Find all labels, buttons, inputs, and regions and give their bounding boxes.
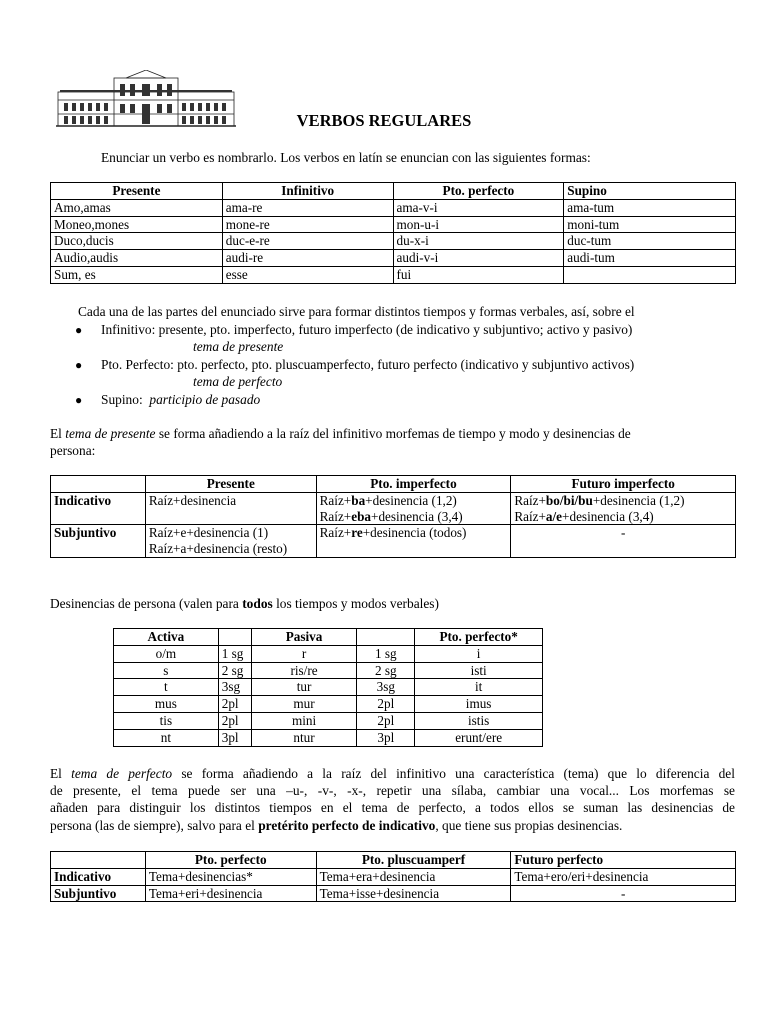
table-cell: Duco,ducis	[51, 233, 223, 250]
bullet-icon: ●	[75, 393, 83, 407]
table-cell: duc-e-re	[222, 233, 393, 250]
text-bold: pretérito perfecto de indicativo	[258, 818, 436, 833]
tema-presente-paragraph-end: persona:	[50, 443, 96, 458]
table-cell: istis	[415, 712, 543, 729]
text-span: El	[50, 766, 72, 781]
text-em: tema de perfecto	[71, 766, 173, 781]
text-span: El	[50, 426, 66, 441]
table-cell: Moneo,mones	[51, 216, 223, 233]
table-cell: audi-tum	[564, 250, 736, 267]
table-cell: Tema+era+desinencia	[316, 868, 511, 885]
table-cell: 3sg	[218, 679, 251, 696]
table-row	[114, 712, 543, 729]
table-row	[114, 645, 543, 662]
table-cell: 2pl	[218, 696, 251, 713]
table-cell: esse	[222, 266, 393, 283]
text-bold: a/e	[545, 508, 563, 524]
table-row	[51, 233, 736, 250]
table-cell	[316, 525, 511, 558]
desinencias-table	[113, 628, 543, 747]
header-cell: Supino	[564, 183, 736, 200]
table-header-row	[51, 852, 736, 869]
text-bold: eba	[351, 508, 372, 524]
presente-table	[50, 475, 736, 558]
table-cell: tur	[251, 679, 357, 696]
table-cell: du-x-i	[393, 233, 564, 250]
tema-perfecto-line-3: añaden para distinguir los distintos tiempos en el tema de perfecto, a todos ellos se suman las desinencias de	[50, 800, 735, 815]
table-cell: 1 sg	[357, 645, 415, 662]
text-span: se forma añadiendo a la raíz del infinitivo morfemas de tiempo y modo y desinencias de	[155, 426, 631, 441]
table-cell: 3pl	[357, 729, 415, 746]
text-bold: ba	[351, 492, 366, 508]
bullet-supino	[101, 392, 260, 408]
text-span: +desinencia (3,4)	[562, 508, 654, 524]
text-span: Raíz+	[514, 508, 546, 524]
text-span: Raíz+	[319, 525, 352, 541]
table-cell	[564, 266, 736, 283]
table-cell: fui	[393, 266, 564, 283]
table-cell: nt	[114, 729, 219, 746]
table-row	[114, 696, 543, 713]
table-cell: ris/re	[251, 662, 357, 679]
header-cell: Pto. perfecto*	[415, 629, 543, 646]
table-cell: mon-u-i	[393, 216, 564, 233]
table-cell: audi-re	[222, 250, 393, 267]
table-cell: audi-v-i	[393, 250, 564, 267]
header-cell: Pasiva	[251, 629, 357, 646]
table-cell: -	[511, 885, 736, 902]
tema-perfecto-line-1	[50, 766, 735, 783]
table-cell: t	[114, 679, 219, 696]
header-cell: Pto. perfecto	[145, 852, 316, 869]
parts-intro: Cada una de las partes del enunciado sirve para formar distintos tiempos y formas verbales, así, sobre el	[78, 304, 635, 319]
table-header-row	[114, 629, 543, 646]
supino-value: participio de pasado	[149, 392, 261, 407]
text-span: , que tiene sus propias desinencias.	[435, 818, 623, 833]
table-cell: Audio,audis	[51, 250, 223, 267]
table-cell: Tema+isse+desinencia	[316, 885, 511, 902]
table-cell: 2pl	[357, 696, 415, 713]
header-cell	[218, 629, 251, 646]
table-row	[51, 525, 736, 558]
table-cell: it	[415, 679, 543, 696]
text-bold: bo/bi/bu	[545, 492, 593, 508]
text-span: los tiempos y modos verbales)	[272, 596, 439, 611]
table-header-row	[51, 476, 736, 493]
table-cell	[145, 525, 316, 558]
text-span: persona (las de siempre), salvo para el	[50, 818, 259, 833]
table-cell: ama-re	[222, 199, 393, 216]
text-span: se forma añadiendo a la raíz del infinitivo una característica (tema) que lo diferencia del	[172, 766, 735, 781]
text-span: Raíz+	[319, 492, 352, 508]
table-row	[51, 868, 736, 885]
table-cell: 1 sg	[218, 645, 251, 662]
table-cell: s	[114, 662, 219, 679]
header-cell	[357, 629, 415, 646]
table-cell: Sum, es	[51, 266, 223, 283]
table-cell: i	[415, 645, 543, 662]
header-cell: Infinitivo	[222, 183, 393, 200]
desinencias-intro	[50, 596, 439, 612]
table-cell: 2 sg	[218, 662, 251, 679]
table-row	[51, 266, 736, 283]
table-cell: 2 sg	[357, 662, 415, 679]
text-line: Raíz+e+desinencia (1)	[148, 525, 269, 541]
table-cell: erunt/ere	[415, 729, 543, 746]
table-cell: isti	[415, 662, 543, 679]
header-cell: Pto. imperfecto	[316, 476, 511, 493]
table-cell: r	[251, 645, 357, 662]
table-cell: 2pl	[357, 712, 415, 729]
text-em: tema de presente	[65, 426, 156, 441]
text-span: Raíz+	[514, 492, 546, 508]
table-cell: -	[511, 525, 736, 558]
tema-perfecto-line-2: de presente, el tema puede ser una –u-, -v-, -x-, repetir una sílaba, cambiar una vocal... Los morfemas se	[50, 783, 735, 798]
table-cell: duc-tum	[564, 233, 736, 250]
table-row	[51, 216, 736, 233]
table-header-row	[51, 183, 736, 200]
table-cell: Tema+ero/eri+desinencia	[511, 868, 736, 885]
header-cell	[51, 852, 146, 869]
header-cell: Activa	[114, 629, 219, 646]
tema-presente-paragraph	[50, 426, 631, 442]
intro-text: Enunciar un verbo es nombrarlo. Los verbos en latín se enuncian con las siguientes formas:	[101, 150, 591, 165]
table-cell: Raíz+desinencia	[145, 492, 316, 525]
table-cell: o/m	[114, 645, 219, 662]
tema-perfecto-label: tema de perfecto	[193, 374, 283, 389]
header-cell: Futuro perfecto	[511, 852, 736, 869]
text-span: Desinencias de persona (valen para	[50, 596, 243, 611]
header-cell: Pto. perfecto	[393, 183, 564, 200]
table-cell: tis	[114, 712, 219, 729]
table-row	[114, 679, 543, 696]
header-cell: Futuro imperfecto	[511, 476, 736, 493]
table-row	[114, 662, 543, 679]
table-cell: Tema+eri+desinencia	[145, 885, 316, 902]
table-row	[51, 199, 736, 216]
table-cell: ntur	[251, 729, 357, 746]
table-cell: ama-v-i	[393, 199, 564, 216]
table-cell: mur	[251, 696, 357, 713]
enunciado-table	[50, 182, 736, 284]
tema-perfecto-line-4	[50, 818, 622, 834]
text-span: Raíz+	[319, 508, 352, 524]
bullet-perfecto: Pto. Perfecto: pto. perfecto, pto. pluscuamperfecto, futuro perfecto (indicativo y subjuntivo activos)	[101, 357, 635, 372]
supino-label: Supino:	[101, 392, 143, 407]
header-cell: Presente	[51, 183, 223, 200]
table-cell: 3sg	[357, 679, 415, 696]
text-bold: re	[351, 525, 363, 541]
table-cell: Amo,amas	[51, 199, 223, 216]
table-cell: ama-tum	[564, 199, 736, 216]
tema-presente-label: tema de presente	[193, 339, 284, 354]
header-cell	[51, 476, 146, 493]
table-cell: imus	[415, 696, 543, 713]
table-cell: mone-re	[222, 216, 393, 233]
header-cell: Pto. pluscuamperf	[316, 852, 511, 869]
text-span: +desinencia (3,4)	[371, 508, 463, 524]
text-line: Raíz+a+desinencia (resto)	[148, 541, 288, 557]
text-span: +desinencia (1,2)	[365, 492, 457, 508]
row-label: Indicativo	[51, 868, 146, 885]
table-cell	[511, 492, 736, 525]
table-cell: mus	[114, 696, 219, 713]
table-cell: 3pl	[218, 729, 251, 746]
table-row	[51, 885, 736, 902]
row-label: Subjuntivo	[51, 885, 146, 902]
table-row	[51, 250, 736, 267]
page-title: VERBOS REGULARES	[296, 111, 472, 130]
text-bold: todos	[242, 596, 273, 611]
perfecto-table	[50, 851, 736, 902]
row-label: Subjuntivo	[51, 525, 146, 558]
table-cell: moni-tum	[564, 216, 736, 233]
text-span: +desinencia (1,2)	[592, 492, 685, 508]
text-span: +desinencia (todos)	[362, 525, 467, 541]
bullet-icon: ●	[75, 358, 83, 372]
bullet-icon: ●	[75, 323, 83, 337]
header-cell: Presente	[145, 476, 316, 493]
table-cell: mini	[251, 712, 357, 729]
bullet-infinitivo: Infinitivo: presente, pto. imperfecto, futuro imperfecto (de indicativo y subjuntivo; activo y pasivo)	[101, 322, 633, 337]
table-cell: Tema+desinencias*	[145, 868, 316, 885]
table-row	[114, 729, 543, 746]
table-cell: 2pl	[218, 712, 251, 729]
table-cell	[316, 492, 511, 525]
row-label: Indicativo	[51, 492, 146, 525]
table-row	[51, 492, 736, 525]
